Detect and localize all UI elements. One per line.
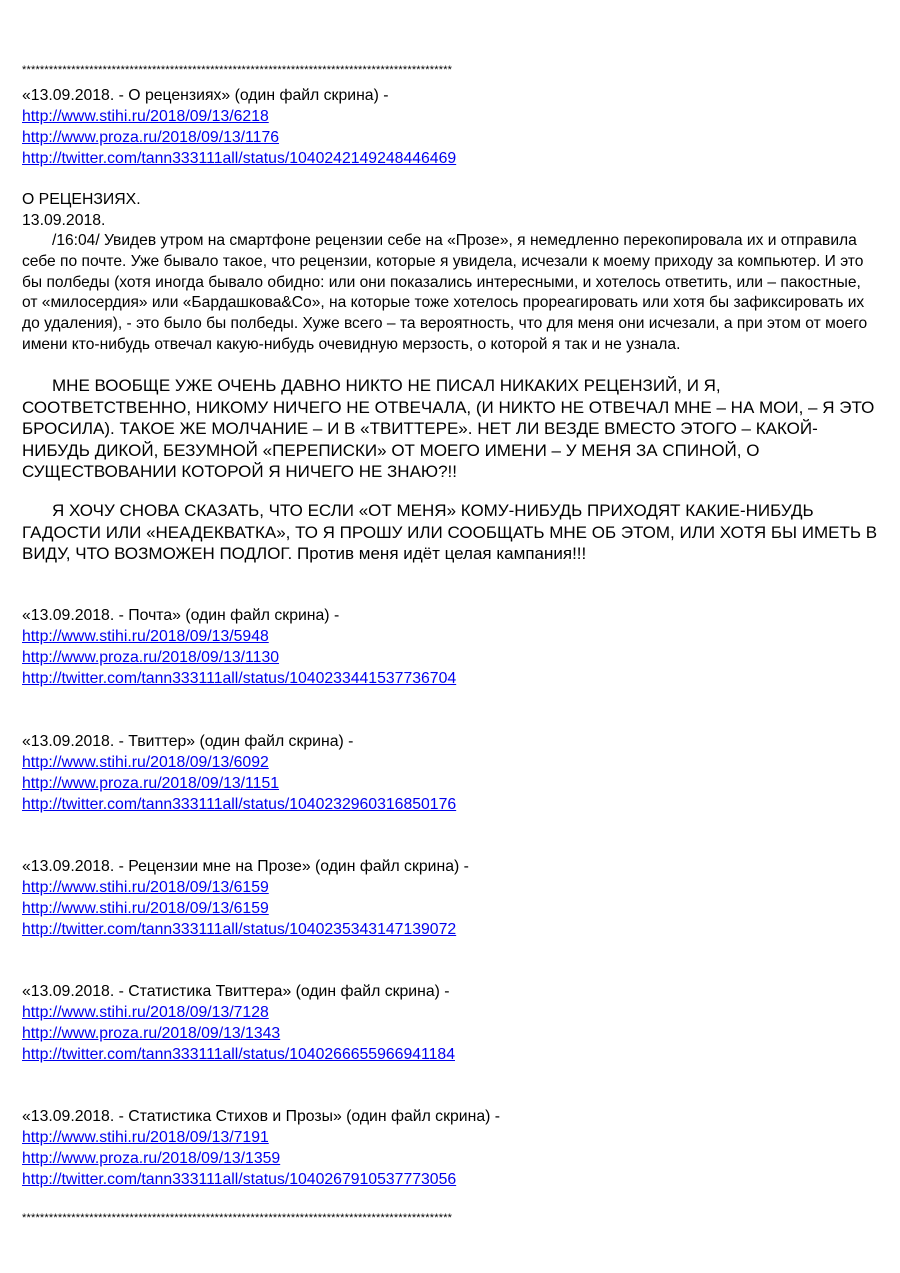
twitter-link[interactable]: http://twitter.com/tann333111all/status/1040235343147139072 bbox=[22, 921, 457, 938]
separator-top: ************************************************************************************************ bbox=[22, 64, 453, 76]
twitter-link[interactable]: http://twitter.com/tann333111all/status/1040266655966941184 bbox=[22, 1046, 455, 1063]
entry-title: «13.09.2018. - Почта» (один файл скрина) - bbox=[22, 607, 340, 624]
stihi-link[interactable]: http://www.stihi.ru/2018/09/13/6218 bbox=[22, 108, 269, 125]
top-block-title: «13.09.2018. - О рецензиях» (один файл скрина) - bbox=[22, 87, 389, 104]
entry-title: «13.09.2018. - Рецензии мне на Прозе» (один файл скрина) - bbox=[22, 858, 469, 875]
entry-block bbox=[22, 1106, 500, 1190]
entry-title: «13.09.2018. - Твиттер» (один файл скрина) - bbox=[22, 733, 354, 750]
twitter-link[interactable]: http://twitter.com/tann333111all/status/1040233441537736704 bbox=[22, 670, 457, 687]
stihi-link[interactable]: http://www.stihi.ru/2018/09/13/6092 bbox=[22, 754, 269, 771]
entry-block bbox=[22, 981, 455, 1065]
entry-title: «13.09.2018. - Статистика Твиттера» (один файл скрина) - bbox=[22, 983, 450, 1000]
entry-block bbox=[22, 856, 469, 940]
article-header bbox=[22, 189, 141, 231]
article-date: 13.09.2018. bbox=[22, 212, 106, 229]
proza-link[interactable]: http://www.proza.ru/2018/09/13/1343 bbox=[22, 1025, 281, 1042]
article-heading: О РЕЦЕНЗИЯХ. bbox=[22, 191, 141, 208]
top-block bbox=[22, 85, 456, 169]
proza-link[interactable]: http://www.proza.ru/2018/09/13/1151 bbox=[22, 775, 280, 792]
article-paragraph-3: Я ХОЧУ СНОВА СКАЗАТЬ, ЧТО ЕСЛИ «ОТ МЕНЯ» КОМУ-НИБУДЬ ПРИХОДЯТ КАКИЕ-НИБУДЬ ГАДОСТИ ИЛИ «НЕАДЕКВАТКА», ТО Я ПРОШУ ИЛИ СООБЩАТЬ МНЕ ОБ ЭТОМ, ИЛИ ХОТЯ БЫ ИМЕТЬ В ВИДУ, ЧТО ВОЗМОЖЕН ПОДЛОГ. Против меня идёт целая кампания!!! bbox=[22, 501, 878, 563]
article-paragraph-1: /16:04/ Увидев утром на смартфоне рецензии себе на «Прозе», я немедленно перекопировала их и отправила себе по почте. Уже бывало такое, что рецензии, которые я увидела, исчезали к моему приходу за компьютер. И это бы полбеды (хотя иногда бывало обидно: или они показались интересными, и хотелось ответить, или – пакостные, от «милосердия» или «Бардашкова&Со», на которые тоже хотелось прореагировать или хотя бы зафиксировать их до удаления), - это было бы полбеды. Хуже всего – та вероятность, что для меня они исчезали, а при этом от моего имени кто-нибудь отвечал какую-нибудь очевидную мерзость, о которой я так и не узнала. bbox=[22, 232, 868, 353]
entry-block bbox=[22, 605, 456, 689]
proza-link[interactable]: http://www.proza.ru/2018/09/13/1176 bbox=[22, 129, 280, 146]
stihi-link[interactable]: http://www.stihi.ru/2018/09/13/6159 bbox=[22, 900, 269, 917]
twitter-link[interactable]: http://twitter.com/tann333111all/status/1040232960316850176 bbox=[22, 796, 457, 813]
stihi-link[interactable]: http://www.stihi.ru/2018/09/13/7128 bbox=[22, 1004, 269, 1021]
proza-link[interactable]: http://www.proza.ru/2018/09/13/1130 bbox=[22, 649, 280, 666]
twitter-link[interactable]: http://twitter.com/tann333111all/status/1040267910537773056 bbox=[22, 1171, 457, 1188]
entry-block bbox=[22, 731, 456, 815]
stihi-link[interactable]: http://www.stihi.ru/2018/09/13/6159 bbox=[22, 879, 269, 896]
separator-bottom: ************************************************************************************************ bbox=[22, 1212, 453, 1224]
stihi-link[interactable]: http://www.stihi.ru/2018/09/13/5948 bbox=[22, 628, 269, 645]
twitter-link[interactable]: http://twitter.com/tann333111all/status/1040242149248446469 bbox=[22, 150, 457, 167]
article-paragraph-2: МНЕ ВООБЩЕ УЖЕ ОЧЕНЬ ДАВНО НИКТО НЕ ПИСАЛ НИКАКИХ РЕЦЕНЗИЙ, И Я, СООТВЕТСТВЕННО, НИКОМУ НИЧЕГО НЕ ОТВЕЧАЛА, (И НИКТО НЕ ОТВЕЧАЛ МНЕ – НА МОИ, – Я ЭТО БРОСИЛА). ТАКОЕ ЖЕ МОЛЧАНИЕ – И В «ТВИТТЕРЕ». НЕТ ЛИ ВЕЗДЕ ВМЕСТО ЭТОГО – КАКОЙ-НИБУДЬ ДИКОЙ, БЕЗУМНОЙ «ПЕРЕПИСКИ» ОТ МОЕГО ИМЕНИ – У МЕНЯ ЗА СПИНОЙ, О СУЩЕСТВОВАНИИ КОТОРОЙ Я НИЧЕГО НЕ ЗНАЮ?!! bbox=[22, 376, 875, 481]
stihi-link[interactable]: http://www.stihi.ru/2018/09/13/7191 bbox=[22, 1129, 269, 1146]
entry-title: «13.09.2018. - Статистика Стихов и Прозы» (один файл скрина) - bbox=[22, 1108, 501, 1125]
proza-link[interactable]: http://www.proza.ru/2018/09/13/1359 bbox=[22, 1150, 281, 1167]
